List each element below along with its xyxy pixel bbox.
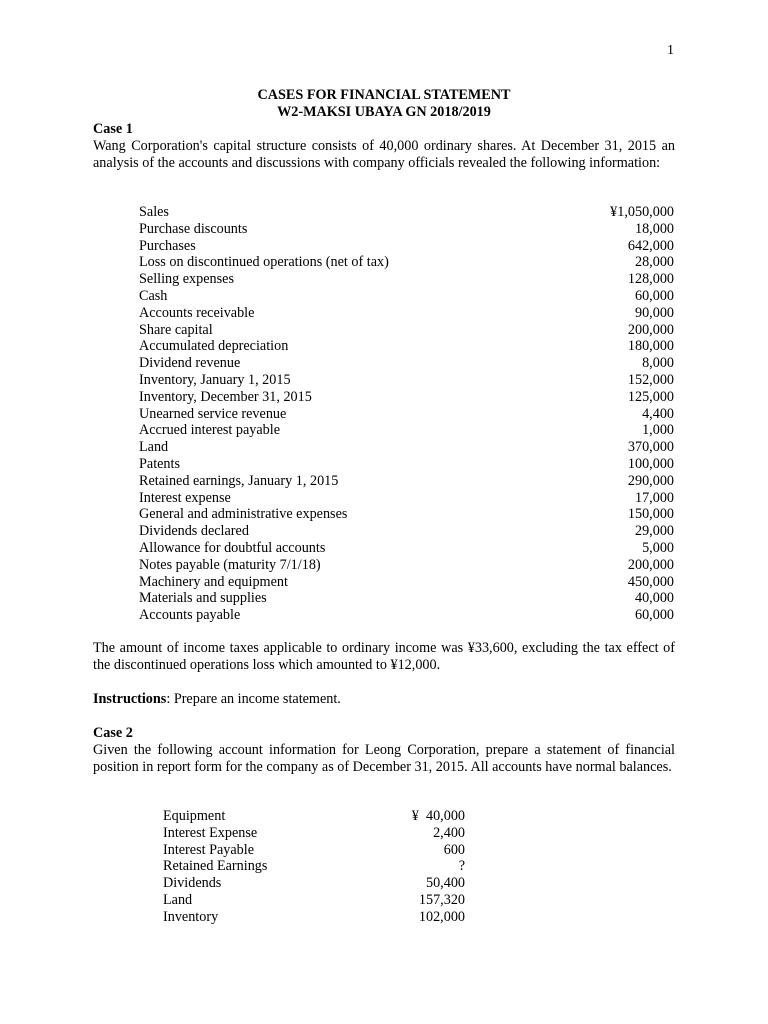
table-row bbox=[139, 372, 674, 389]
account-value: 150,000 bbox=[627, 506, 674, 523]
case2-intro-section bbox=[93, 725, 675, 776]
case1-tax-note: The amount of income taxes applicable to ordinary income was ¥33,600, excluding the tax effect of the discontinued operations loss which amounted to ¥12,000. bbox=[93, 640, 675, 673]
account-value: 200,000 bbox=[627, 556, 674, 573]
account-label: Equipment bbox=[163, 808, 226, 824]
case1-intro: Wang Corporation's capital structure consists of 40,000 ordinary shares. At December 31, 2015 an analysis of the accounts and discussions with company officials revealed the following information: bbox=[93, 138, 675, 171]
table-row bbox=[139, 238, 674, 255]
table-row bbox=[139, 473, 674, 490]
table-row bbox=[163, 858, 465, 875]
account-label: Patents bbox=[139, 455, 180, 472]
account-label: General and administrative expenses bbox=[139, 506, 348, 523]
table-row bbox=[139, 490, 674, 507]
account-value: ¥ 40,000 bbox=[411, 808, 465, 824]
account-value: 100,000 bbox=[627, 455, 674, 472]
account-value: 370,000 bbox=[627, 439, 674, 456]
account-label: Retained Earnings bbox=[163, 858, 268, 875]
account-value: 5,000 bbox=[642, 539, 674, 556]
table-row bbox=[139, 204, 674, 221]
account-label: Purchases bbox=[139, 237, 196, 254]
account-value: 1,000 bbox=[642, 422, 674, 439]
account-label: Allowance for doubtful accounts bbox=[139, 539, 326, 556]
account-label: Accumulated depreciation bbox=[139, 338, 289, 355]
table-row bbox=[139, 557, 674, 574]
account-value: 17,000 bbox=[634, 489, 674, 506]
table-row bbox=[139, 422, 674, 439]
account-label: Interest Payable bbox=[163, 841, 254, 858]
table-row bbox=[139, 439, 674, 456]
account-label: Accounts receivable bbox=[139, 304, 255, 321]
table-row bbox=[139, 389, 674, 406]
account-value: 2,400 bbox=[433, 824, 465, 841]
table-row bbox=[139, 305, 674, 322]
account-label: Inventory, December 31, 2015 bbox=[139, 388, 312, 405]
title-line-2: W2-MAKSI UBAYA GN 2018/2019 bbox=[277, 104, 491, 120]
account-value: 200,000 bbox=[627, 321, 674, 338]
table-row bbox=[139, 406, 674, 423]
table-row bbox=[163, 909, 465, 926]
case1-intro-section bbox=[93, 121, 675, 172]
table-row bbox=[139, 607, 674, 624]
account-value: 60,000 bbox=[634, 607, 674, 624]
account-label: Selling expenses bbox=[139, 271, 234, 288]
account-value: 600 bbox=[443, 841, 465, 858]
account-value: 90,000 bbox=[634, 304, 674, 321]
account-value: ? bbox=[458, 858, 465, 875]
account-value: 125,000 bbox=[627, 388, 674, 405]
account-label: Interest Expense bbox=[163, 824, 258, 841]
account-label: Inventory bbox=[163, 908, 219, 925]
table-row bbox=[139, 355, 674, 372]
table-row bbox=[139, 590, 674, 607]
case1-heading: Case 1 bbox=[93, 121, 133, 137]
table-row bbox=[163, 875, 465, 892]
account-label: Dividends declared bbox=[139, 523, 249, 540]
case2-heading: Case 2 bbox=[93, 725, 133, 741]
table-row bbox=[139, 221, 674, 238]
account-value: 180,000 bbox=[627, 338, 674, 355]
table-row bbox=[139, 288, 674, 305]
account-value: 40,000 bbox=[634, 590, 674, 607]
document-title bbox=[93, 87, 675, 121]
account-label: Interest expense bbox=[139, 489, 231, 506]
account-label: Accrued interest payable bbox=[139, 422, 281, 439]
table-row bbox=[163, 808, 465, 825]
account-label: Land bbox=[163, 891, 193, 908]
case1-instructions bbox=[93, 691, 675, 708]
table-row bbox=[163, 892, 465, 909]
account-label: Cash bbox=[139, 287, 168, 304]
account-label: Dividends bbox=[163, 875, 222, 892]
account-label: Machinery and equipment bbox=[139, 573, 288, 590]
account-label: Unearned service revenue bbox=[139, 405, 287, 422]
table-row bbox=[139, 254, 674, 271]
table-row bbox=[139, 574, 674, 591]
case2-account-list bbox=[163, 808, 465, 926]
account-value: 50,400 bbox=[425, 875, 465, 892]
table-row bbox=[139, 506, 674, 523]
account-label: Loss on discontinued operations (net of tax) bbox=[139, 254, 389, 271]
instructions-text: : Prepare an income statement. bbox=[166, 691, 341, 707]
account-label: Share capital bbox=[139, 321, 213, 338]
table-row bbox=[139, 322, 674, 339]
account-value: 102,000 bbox=[418, 908, 465, 925]
account-label: Inventory, January 1, 2015 bbox=[139, 371, 291, 388]
account-value: 290,000 bbox=[627, 472, 674, 489]
account-label: Dividend revenue bbox=[139, 355, 241, 372]
account-value: 60,000 bbox=[634, 287, 674, 304]
account-value: 152,000 bbox=[627, 371, 674, 388]
account-label: Notes payable (maturity 7/1/18) bbox=[139, 556, 321, 573]
table-row bbox=[139, 338, 674, 355]
account-label: Land bbox=[139, 439, 169, 456]
account-value: 18,000 bbox=[634, 220, 674, 237]
account-value: 450,000 bbox=[627, 573, 674, 590]
account-label: Sales bbox=[139, 204, 169, 220]
table-row bbox=[139, 540, 674, 557]
account-value: 642,000 bbox=[627, 237, 674, 254]
case2-intro: Given the following account information for Leong Corporation, prepare a statement of financial position in report form for the company as of December 31, 2015. All accounts have normal balances. bbox=[93, 742, 675, 775]
account-value: ¥1,050,000 bbox=[610, 204, 674, 220]
table-row bbox=[139, 523, 674, 540]
account-value: 4,400 bbox=[642, 405, 674, 422]
case1-account-list bbox=[139, 204, 674, 624]
table-row bbox=[163, 842, 465, 859]
page-number: 1 bbox=[667, 43, 674, 58]
account-value: 8,000 bbox=[642, 355, 674, 372]
account-value: 157,320 bbox=[418, 891, 465, 908]
account-label: Accounts payable bbox=[139, 607, 241, 624]
title-line-1: CASES FOR FINANCIAL STATEMENT bbox=[257, 87, 511, 103]
account-value: 28,000 bbox=[634, 254, 674, 271]
table-row bbox=[139, 271, 674, 288]
account-value: 128,000 bbox=[627, 271, 674, 288]
account-label: Materials and supplies bbox=[139, 590, 267, 607]
table-row bbox=[139, 456, 674, 473]
account-label: Purchase discounts bbox=[139, 220, 248, 237]
instructions-label: Instructions bbox=[93, 691, 167, 707]
account-label: Retained earnings, January 1, 2015 bbox=[139, 472, 339, 489]
table-row bbox=[163, 825, 465, 842]
account-value: 29,000 bbox=[634, 523, 674, 540]
